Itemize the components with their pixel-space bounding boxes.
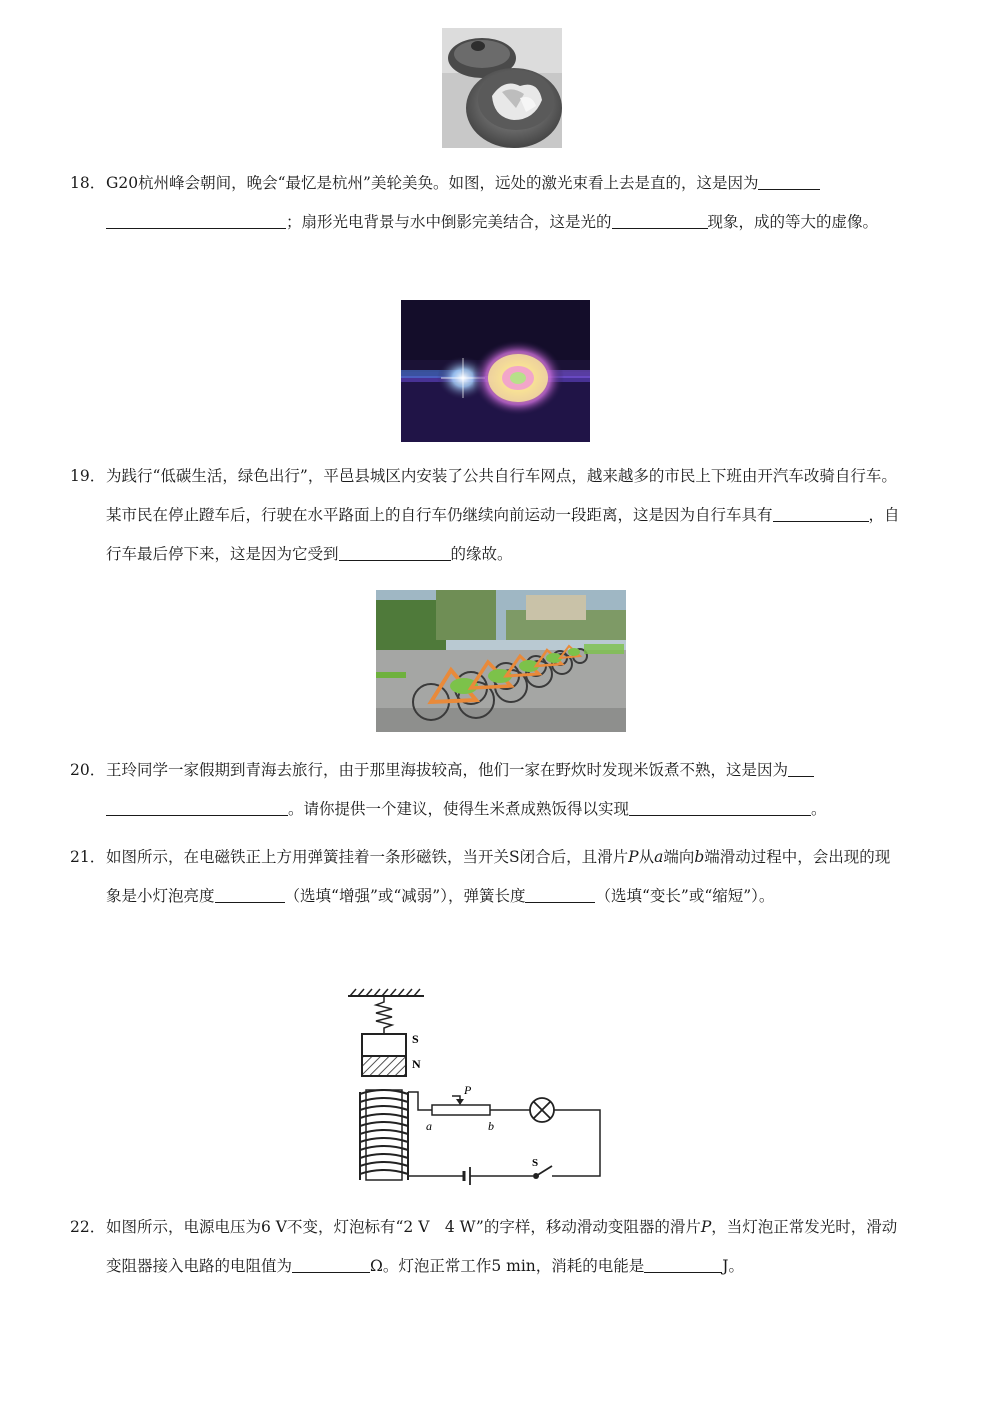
answer-blank[interactable] — [106, 213, 286, 229]
var-b: b — [694, 848, 705, 866]
question-text: 如图所示，电源电压为6 V不变，灯泡标有“2 V 4 W”的字样，移动滑动变阻器的滑片 — [106, 1218, 701, 1236]
label-switch: S — [532, 1157, 539, 1169]
var-p: P — [700, 1218, 712, 1236]
question-text: J。 — [722, 1257, 745, 1275]
question-21 — [70, 838, 900, 916]
laser-show-photo — [401, 300, 590, 442]
question-text: 。请你提供一个建议，使得生米煮成熟饭得以实现 — [288, 800, 630, 818]
answer-blank[interactable] — [215, 887, 285, 903]
electromagnet-circuit-diagram — [340, 986, 610, 1186]
label-n-pole: N — [412, 1057, 421, 1071]
question-text: 现象，成的等大的虚像。 — [707, 213, 879, 231]
answer-blank[interactable] — [629, 800, 811, 816]
iron-core — [366, 1090, 402, 1180]
rheostat — [432, 1105, 490, 1115]
question-text: （选填“变长”或“缩短”）。 — [595, 887, 775, 905]
question-18 — [70, 164, 900, 242]
label-p: P — [464, 1083, 472, 1097]
question-text: G20杭州峰会朝间，晚会“最忆是杭州”美轮美奂。如图，远处的激光束看上去是直的，这是因为 — [106, 174, 759, 192]
pot-photo — [442, 28, 562, 148]
question-number: 22． — [70, 1218, 106, 1236]
magnet-n-pole — [362, 1056, 406, 1076]
question-22 — [70, 1208, 900, 1286]
question-19 — [70, 457, 900, 574]
question-text: 王玲同学一家假期到青海去旅行，由于那里海拔较高，他们一家在野炊时发现米饭煮不熟，这是因为 — [106, 761, 789, 779]
question-text: 如图所示，在电磁铁正上方用弹簧挂着一条形磁铁，当开关S闭合后，且滑片 — [106, 848, 629, 866]
answer-blank[interactable] — [339, 545, 451, 561]
var-p: P — [628, 848, 639, 866]
question-text: 端滑动过程中，会出现的现象是小灯泡亮度 — [106, 848, 891, 905]
question-text: 的缘故。 — [450, 545, 513, 563]
label-b: b — [488, 1119, 494, 1133]
label-a: a — [426, 1119, 432, 1133]
question-text: 。 — [811, 800, 827, 818]
answer-blank[interactable] — [644, 1257, 722, 1273]
question-number: 19． — [70, 467, 106, 485]
answer-blank[interactable] — [612, 213, 708, 229]
bicycles-photo — [376, 590, 626, 732]
question-text: （选填“增强”或“减弱”），弹簧长度 — [284, 887, 526, 905]
question-text: ；扇形光电背景与水中倒影完美结合，这是光的 — [286, 213, 612, 231]
question-20 — [70, 751, 900, 829]
answer-blank[interactable] — [525, 887, 595, 903]
question-number: 21． — [70, 848, 106, 866]
answer-blank[interactable] — [773, 506, 869, 522]
question-text: 端向 — [663, 848, 695, 866]
question-text: 从 — [638, 848, 655, 866]
question-text: ，当灯泡正常发光时，滑动变阻器接入电路的电阻值为 — [106, 1218, 898, 1275]
answer-blank[interactable] — [292, 1257, 370, 1273]
magnet-s-pole — [362, 1034, 406, 1056]
question-number: 20． — [70, 761, 106, 779]
answer-blank[interactable] — [758, 174, 820, 190]
answer-blank[interactable] — [788, 761, 814, 777]
question-text: Ω。灯泡正常工作5 min，消耗的电能是 — [370, 1257, 645, 1275]
question-text: ，自行车最后停下来，这是因为它受到 — [106, 506, 900, 563]
var-a: a — [654, 848, 664, 866]
question-text: 为践行“低碳生活，绿色出行”，平邑县城区内安装了公共自行车网点，越来越多的市民上下班由开汽车改骑自行车。某市民在停止蹬车后，行驶在水平路面上的自行车仍继续向前运动一段距离，这是因为自行车具有 — [106, 467, 897, 524]
label-s-pole: S — [412, 1032, 419, 1046]
answer-blank[interactable] — [106, 800, 288, 816]
question-number: 18． — [70, 174, 106, 192]
